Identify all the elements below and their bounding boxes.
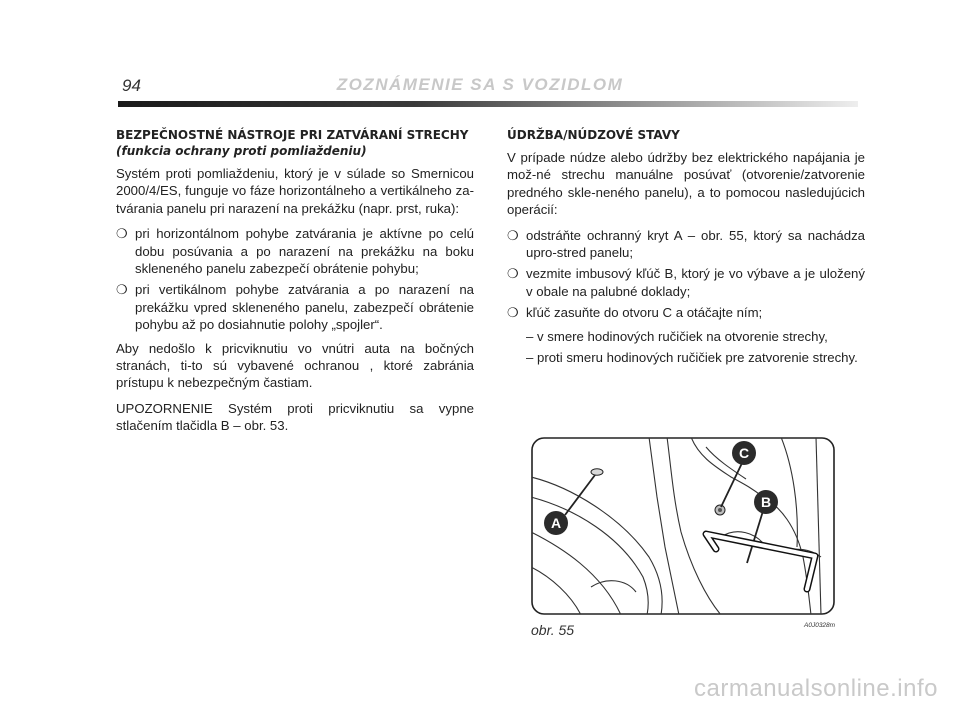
right-intro: V prípade núdze alebo údržby bez elektrického napájania je mož-né strechu manuálne posúvať (otvorenie/zatvorenie predného skle-neného panelu), a to pomocou nasledujúcich operácií: [507,150,865,218]
left-column [116,127,474,443]
bullet-circle-icon: ❍ [507,266,519,282]
list-item-text: vezmite imbusový kľúč B, ktorý je vo výbave a je uložený v obale na palubné doklady; [526,266,865,299]
left-intro: Systém proti pomliaždeniu, ktorý je v súlade so Smernicou 2000/4/ES, funguje vo fáze horizontálneho a vertikálneho za-tvárania panelu pri narazení na prekážku (napr. prst, ruka): [116,166,474,216]
bullet-circle-icon: ❍ [507,227,519,243]
right-bullet-list [507,227,865,322]
left-heading [116,127,474,159]
watermark: carmanualsonline.info [694,675,938,702]
list-item-text: kľúč zasuňte do otvoru C a otáčajte ním; [526,305,763,321]
bullet-circle-icon: ❍ [116,282,128,298]
list-item [507,265,865,300]
warning-note: UPOZORNENIE Systém proti pricviknutiu sa vypne stlačením tlačidla B – obr. 53. [116,400,474,434]
right-column [507,127,865,370]
left-paragraph: Aby nedošlo k pricviknutiu vo vnútri auta na bočných stranách, ti-to sú vybavené ochranou , ktoré zabránia prístupu k nebezpečným častiam. [116,340,474,391]
right-heading: ÚDRŽBA/NÚDZOVÉ STAVY [507,128,680,142]
list-item-text: pri vertikálnom pohybe zatvárania a po narazení na prekážku vpred skleneného panelu, zabezpečí obrátenie pohybu až po dosiahnutie polohy „spojler“. [135,282,474,333]
callout-c-label: C [738,445,750,461]
bullet-circle-icon: ❍ [116,226,128,242]
list-item [507,227,865,262]
list-item [116,225,474,277]
callout-a-label: A [550,515,562,531]
list-item [507,304,865,321]
header-rule [118,101,858,107]
callout-a [544,511,568,535]
dash-item-counterclockwise: – proti smeru hodinových ručičiek pre zatvorenie strechy. [526,350,858,366]
cover-a-icon [591,469,603,475]
callout-b-label: B [760,494,772,510]
left-bullet-list [116,225,474,333]
left-heading-line1: BEZPEČNOSTNÉ NÁSTROJE PRI ZATVÁRANÍ STRECHY [116,128,469,142]
left-heading-line2: (funkcia ochrany proti pomliaždeniu) [116,144,367,158]
list-item-text: pri horizontálnom pohybe zatvárania je aktívne po celú dobu posúvania a po narazení na prekážku na boku skleneného panelu zabezpečí obrátenie pohybu; [135,226,474,277]
section-title: ZOZNÁMENIE SA S VOZIDLOM [336,75,624,94]
callout-b [754,490,778,514]
figure-code: A0J0328m [804,622,836,629]
bullet-circle-icon: ❍ [507,305,519,321]
roof-illustration [531,437,835,615]
figure-caption: obr. 55 [531,622,575,638]
list-item [116,281,474,333]
figure-frame [532,438,834,614]
list-item-text: odstráňte ochranný kryt A – obr. 55, ktorý sa nachádza upro-stred panelu; [526,227,865,261]
callout-c [732,441,756,465]
dash-item-clockwise: – v smere hodinových ručičiek na otvorenie strechy, [526,328,828,344]
page-number: 94 [122,76,141,95]
